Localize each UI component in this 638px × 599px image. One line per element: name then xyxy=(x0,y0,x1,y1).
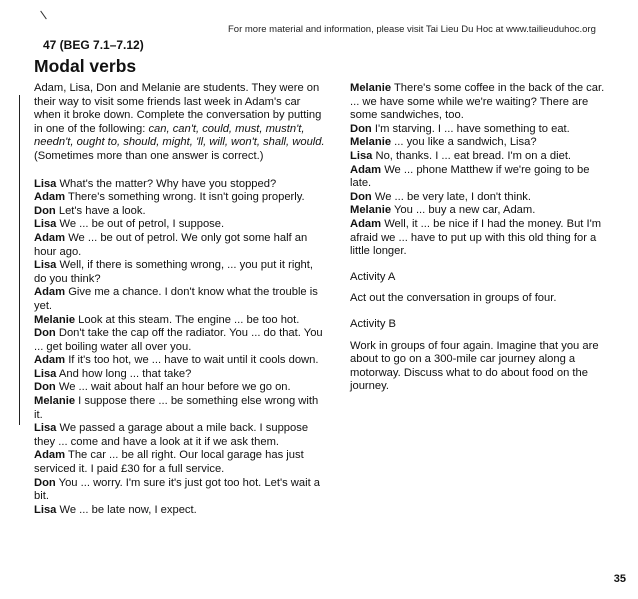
watermark-text: For more material and information, please visit Tai Lieu Du Hoc at www.tailieuduhoc.org xyxy=(228,24,596,35)
activities-section xyxy=(350,271,612,394)
speech-text: What's the matter? Why have you stopped? xyxy=(56,177,277,190)
dialogue-line xyxy=(34,327,326,354)
dialogue-right xyxy=(350,82,612,259)
speech-text: I suppose there ... be something else wrong with it. xyxy=(34,395,319,421)
speech-text: You ... worry. I'm sure it's just got too hot. Let's wait a bit. xyxy=(34,476,321,503)
speech-text: We ... be very late, I don't think. xyxy=(371,190,532,203)
speech-text: If it's too hot, we ... have to wait until it cools down. xyxy=(65,354,319,367)
speech-text: Look at this steam. The engine ... be too hot. xyxy=(75,313,300,326)
speaker-name: Lisa xyxy=(34,177,57,190)
activity-heading: Activity B xyxy=(350,317,397,330)
dialogue-line xyxy=(350,123,612,137)
speaker-name: Don xyxy=(34,476,56,489)
speech-text: There's something wrong. It isn't going properly. xyxy=(65,191,305,204)
page-number: 35 xyxy=(613,573,626,585)
speech-text: There's some coffee in the back of the car. ... we have some while we're waiting? There are some sandwiches, too. xyxy=(350,82,605,122)
dialogue-line xyxy=(34,354,326,368)
speech-text: And how long ... that take? xyxy=(56,367,192,380)
intro-note: (Sometimes more than one answer is correct.) xyxy=(34,149,264,162)
activity-text: Act out the conversation in groups of four. xyxy=(350,292,557,305)
dialogue-line xyxy=(34,191,326,205)
speaker-name: Lisa xyxy=(34,259,57,272)
modal-options: can, can't, could, must, mustn't, needn't, ought to, should, might, 'll, will, won't, shall, would. xyxy=(34,122,325,149)
speech-text: Don't take the cap off the radiator. You ... do that. You ... get boiling water all over you. xyxy=(34,327,323,353)
dialogue-line xyxy=(34,178,326,192)
speaker-name: Don xyxy=(350,122,372,135)
scan-mark xyxy=(40,11,47,20)
speech-text: ... you like a sandwich, Lisa? xyxy=(391,136,537,149)
dialogue-line xyxy=(34,395,326,422)
speaker-name: Adam xyxy=(34,191,66,204)
dialogue-line xyxy=(34,218,326,232)
speaker-name: Adam xyxy=(34,231,66,244)
speaker-name: Lisa xyxy=(350,149,373,162)
dialogue-line xyxy=(350,191,612,205)
dialogue-line xyxy=(34,259,326,286)
dialogue-line xyxy=(350,204,612,218)
exercise-instructions xyxy=(34,82,326,164)
dialogue-line xyxy=(34,477,326,504)
page-edge-line xyxy=(19,95,20,425)
speech-text: We ... be late now, I expect. xyxy=(56,503,197,516)
speech-text: You ... buy a new car, Adam. xyxy=(391,204,536,217)
speech-text: We ... be out of petrol, I suppose. xyxy=(56,218,225,231)
speech-text: We ... be out of petrol. We only got some half an hour ago. xyxy=(34,231,308,258)
speaker-name: Don xyxy=(350,190,372,203)
speaker-name: Don xyxy=(34,204,56,217)
speaker-name: Melanie xyxy=(350,136,392,149)
speaker-name: Adam xyxy=(350,163,382,176)
unit-header: 47 (BEG 7.1–7.12) xyxy=(43,38,144,52)
speech-text: Let's have a look. xyxy=(55,204,146,217)
speaker-name: Melanie xyxy=(34,313,76,326)
speaker-name: Melanie xyxy=(350,204,392,217)
speech-text: Well, if there is something wrong, ... you put it right, do you think? xyxy=(34,259,313,285)
speaker-name: Lisa xyxy=(34,218,57,231)
dialogue-line xyxy=(34,422,326,449)
dialogue-line xyxy=(350,218,612,259)
intro-text: Adam, Lisa, Don and Melanie are students. They were on their way to visit some friends last week in Adam's car when it broke down. Complete the conversation by putting in one of the following: xyxy=(34,82,322,135)
speaker-name: Lisa xyxy=(34,503,57,516)
speech-text: We ... phone Matthew if we're going to be late. xyxy=(350,163,590,190)
dialogue-line xyxy=(34,286,326,313)
right-column xyxy=(350,82,612,402)
speech-text: I'm starving. I ... have something to eat. xyxy=(371,122,570,135)
speaker-name: Don xyxy=(34,381,56,394)
speech-text: Give me a chance. I don't know what the trouble is yet. xyxy=(34,286,318,312)
speech-text: We ... wait about half an hour before we go on. xyxy=(55,381,291,394)
dialogue-line xyxy=(34,381,326,395)
speaker-name: Adam xyxy=(34,449,66,462)
speech-text: The car ... be all right. Our local garage has just serviced it. I paid £30 for a full service. xyxy=(34,449,304,476)
activity-heading: Activity A xyxy=(350,270,396,283)
speech-text: We passed a garage about a mile back. I suppose they ... come and have a look at it if we ask them. xyxy=(34,422,309,448)
dialogue-line xyxy=(34,314,326,328)
page-title: Modal verbs xyxy=(34,56,137,76)
speaker-name: Melanie xyxy=(350,82,392,94)
dialogue-line xyxy=(350,164,612,191)
speaker-name: Melanie xyxy=(34,395,76,408)
dialogue-line xyxy=(34,504,326,518)
dialogue-line xyxy=(34,368,326,382)
speaker-name: Lisa xyxy=(34,422,57,435)
speaker-name: Adam xyxy=(34,354,66,367)
activity-text: Work in groups of four again. Imagine that you are about to go on a 300-mile car journey along a motorway. Discuss what to do about food on the journey. xyxy=(350,339,599,393)
dialogue-line xyxy=(350,82,612,123)
speaker-name: Adam xyxy=(34,286,66,299)
speech-text: No, thanks. I ... eat bread. I'm on a diet. xyxy=(372,149,572,162)
speaker-name: Lisa xyxy=(34,367,57,380)
left-column xyxy=(34,82,326,517)
speech-text: Well, it ... be nice if I had the money. But I'm afraid we ... have to put up with this old thing for a little longer. xyxy=(350,217,602,258)
dialogue-line xyxy=(34,449,326,476)
dialogue-line xyxy=(34,205,326,219)
speaker-name: Don xyxy=(34,327,56,340)
dialogue-line xyxy=(350,136,612,150)
dialogue-line xyxy=(34,232,326,259)
dialogue-left xyxy=(34,178,326,518)
dialogue-line xyxy=(350,150,612,164)
speaker-name: Adam xyxy=(350,217,382,230)
